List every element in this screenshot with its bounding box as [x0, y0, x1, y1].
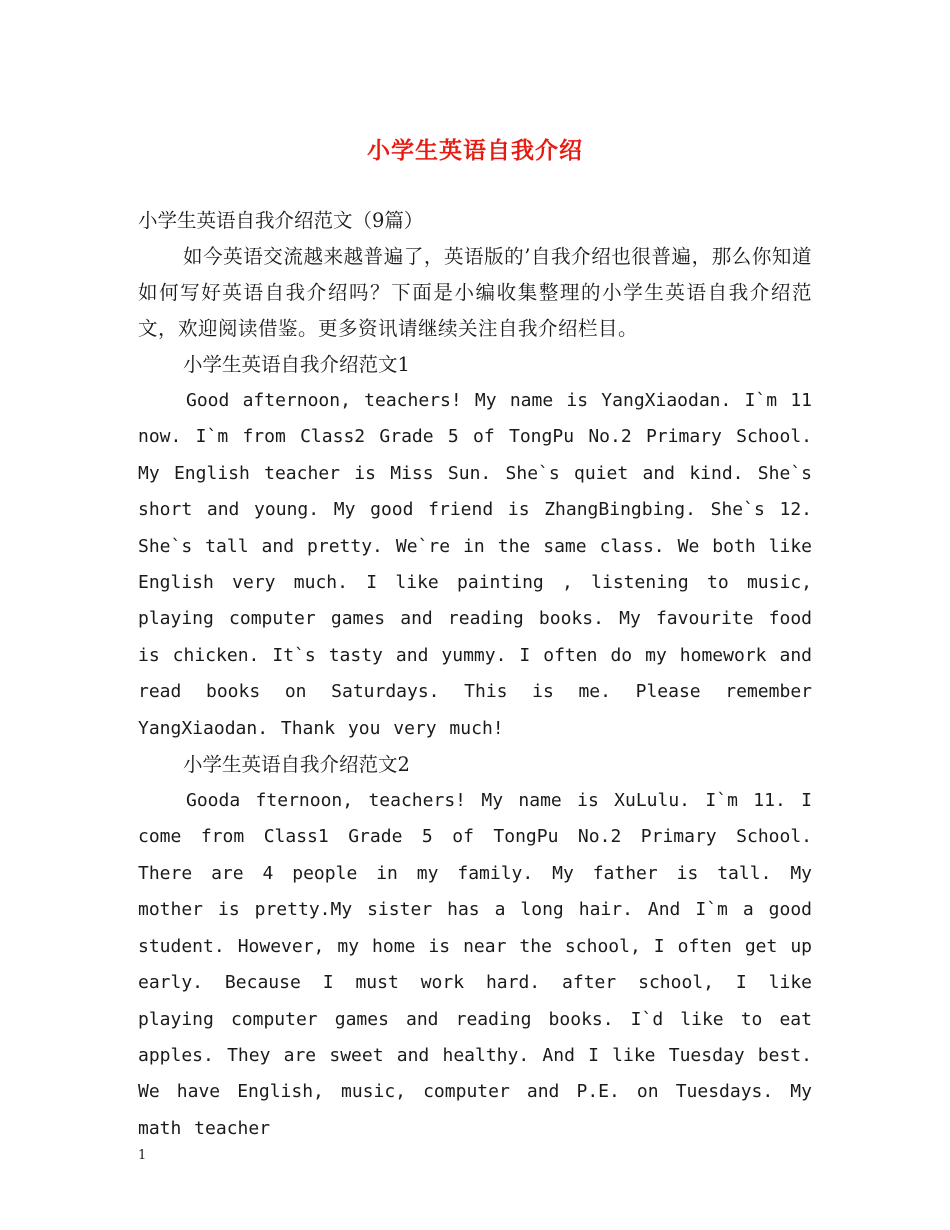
document-subtitle: 小学生英语自我介绍范文（9篇） — [138, 209, 424, 232]
document-body — [138, 203, 812, 1147]
section-paragraph: Good afternoon, teachers! My name is YangXiaodan. I`m 11 now. I`m from Class2 Grade 5 of TongPu No.2 Primary School. My English teacher is Miss Sun. She`s quiet and kind. She`s short and young. My good friend is ZhangBingbing. She`s 12. She`s tall and pretty. We`re in the same class. We both like English very much. I like painting , listening to music, playing computer games and reading books. My favourite food is chicken. It`s tasty and yummy. I often do my homework and read books on Saturdays. This is me. Please remember YangXiaodan. Thank you very much! — [138, 390, 812, 739]
section-heading: 小学生英语自我介绍范文2 — [183, 753, 410, 777]
section-heading: 小学生英语自我介绍范文1 — [183, 353, 410, 376]
section-paragraph: Gooda fternoon, teachers! My name is XuLulu. I`m 11. I come from Class1 Grade 5 of TongPu No.2 Primary School. There are 4 people in my family. My father is tall. My mother is pretty.My sister has a long hair. And I`m a good student. However, my home is near the school, I often get up early. Because I must work hard. after school, I like playing computer games and reading books. I`d like to eat apples. They are sweet and healthy. And I like Tuesday best. We have English, music, computer and P.E. on Tuesdays. My math teacher — [138, 790, 812, 1139]
page-number: 1 — [138, 1148, 147, 1163]
intro-paragraph: 如今英语交流越来越普遍了，英语版的’自我介绍也很普遍，那么你知道如何写好英语自我介绍吗？下面是小编收集整理的小学生英语自我介绍范文，欢迎阅读借鉴。更多资讯请继续关注自我介绍栏目。 — [138, 245, 812, 340]
document-title: 小学生英语自我介绍 — [367, 137, 583, 164]
